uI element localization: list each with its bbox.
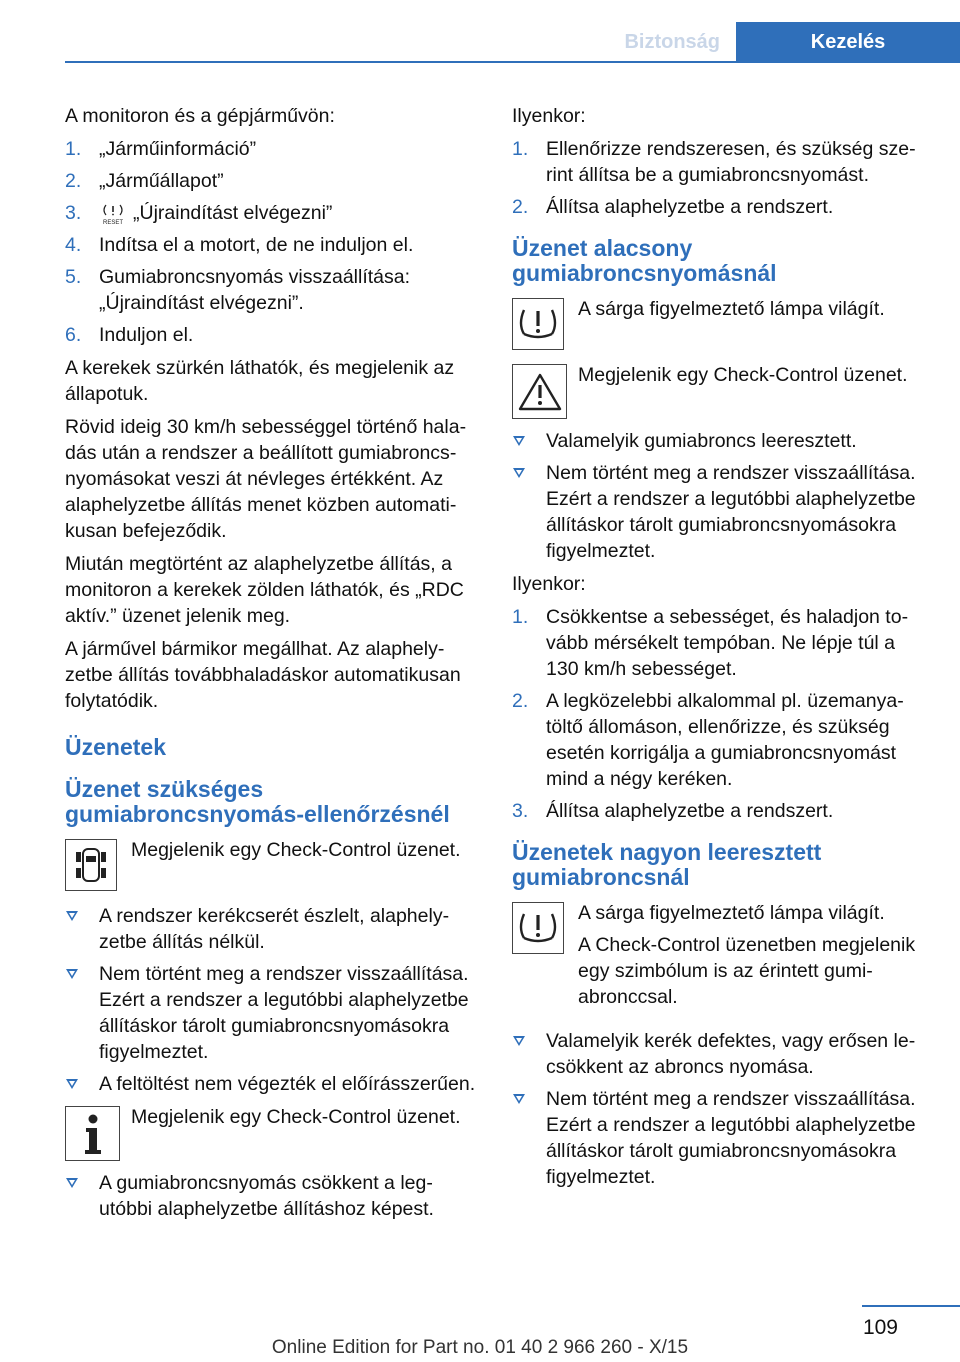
- paragraph: A kerekek szürkén láthatók, és megjelenik az állapotuk.: [65, 357, 455, 405]
- list-item: [65, 322, 477, 348]
- list-item: [512, 688, 924, 792]
- paragraph: Miután megtörtént az alaphelyzetbe állítás, a monitoron a kerekek zölden láthatók, és „RDC aktív.” üzenet jelenik meg.: [65, 553, 464, 627]
- step-number: 2.: [512, 690, 529, 712]
- step-number: 1.: [512, 606, 529, 628]
- step-number: 3.: [65, 202, 82, 224]
- steps-list: [65, 136, 477, 348]
- bullet-triangle-icon: [513, 1036, 525, 1046]
- bullet-text: Valamelyik gumiabroncs leeresztett.: [546, 430, 857, 452]
- step-text: Indítsa el a motort, de ne induljon el.: [99, 234, 414, 256]
- bullet-text: A feltöltést nem végezték el előírásszerűen.: [99, 1073, 476, 1095]
- page-number: 109: [862, 1316, 898, 1339]
- tab-kezeles[interactable]: Kezelés: [736, 22, 960, 62]
- footer-edition: Online Edition for Part no. 01 40 2 966 260 - X/15: [271, 1337, 689, 1358]
- reset-icon-label: RESET: [102, 219, 124, 225]
- header-tabs: [624, 22, 960, 62]
- step-number: 1.: [65, 138, 82, 160]
- paragraph: A járművel bármikor megállhat. Az alaphelyzetbe állítás továbbhaladáskor automatikusan folytatódik.: [65, 638, 461, 712]
- step-number: 3.: [512, 800, 529, 822]
- bullet-triangle-icon: [513, 436, 525, 446]
- list-item: [65, 903, 477, 955]
- bullet-text: Nem történt meg a rendszer visszaállítása. Ezért a rendszer a legutóbbi alaphelyzetbe állításkor tárolt gumiabroncsnyomásokra figyelmeztet.: [546, 1088, 916, 1188]
- bullet-list: [65, 1170, 477, 1222]
- step-text: Induljon el.: [99, 324, 194, 346]
- header-rule: [65, 61, 960, 63]
- step-text: „Újraindítást elvégezni”: [133, 202, 333, 224]
- steps-list: [512, 604, 924, 824]
- paragraph: Ilyenkor:: [512, 105, 586, 127]
- bullet-text: A gumiabroncsnyomás csökkent a legutóbbi alaphelyzetbe állításhoz képest.: [99, 1172, 434, 1220]
- info-icon: [65, 1106, 120, 1161]
- list-item: [512, 460, 924, 564]
- tire-warning-icon: [512, 298, 564, 350]
- bullet-triangle-icon: [513, 1094, 525, 1104]
- warning-triangle-icon: [512, 364, 567, 419]
- list-item: [512, 798, 924, 824]
- list-item: [512, 1028, 924, 1080]
- list-item: [65, 1071, 477, 1097]
- list-item: [512, 194, 924, 220]
- step-text: A legközelebbi alkalommal pl. üzemanyatöltő állomáson, ellenőrizze, és szükség esetén korrigálja a gumiabroncsnyomást mind a négy keréken.: [546, 690, 904, 790]
- steps-list: [512, 136, 924, 220]
- intro-text: A monitoron és a gépjárművön:: [65, 105, 335, 127]
- bullet-text: Nem történt meg a rendszer visszaállítása. Ezért a rendszer a legutóbbi alaphelyzetbe állításkor tárolt gumiabroncsnyomásokra figyelmeztet.: [546, 462, 916, 562]
- cc-message: Megjelenik egy Check-Control üzenet.: [131, 1106, 461, 1128]
- step-number: 6.: [65, 324, 82, 346]
- step-text: „Járműállapot”: [99, 170, 224, 192]
- list-item: [65, 136, 477, 162]
- lamp-text-detail: A Check-Control üzenetben megjelenik egy szimbólum is az érintett gumiabronccsal.: [578, 934, 916, 1008]
- step-text: Állítsa alaphelyzetbe a rendszert.: [546, 800, 834, 822]
- reset-warning-icon: [99, 203, 127, 225]
- tire-warning-icon: [512, 902, 564, 954]
- tab-biztonsag[interactable]: Biztonság: [624, 31, 720, 53]
- check-control-row: [65, 837, 477, 893]
- list-item: [512, 604, 924, 682]
- bullet-list: [512, 1028, 924, 1190]
- subsection-heading: Üzenet alacsony gumiabroncsnyomásnál: [512, 235, 777, 286]
- bullet-triangle-icon: [513, 468, 525, 478]
- list-item: [65, 200, 477, 226]
- right-column: [512, 103, 924, 1197]
- list-item: [512, 1086, 924, 1190]
- subsection-heading: Üzenetek nagyon leeresztett gumiabroncsnál: [512, 839, 822, 890]
- bullet-list: [65, 903, 477, 1097]
- warning-lamp-row: [512, 296, 924, 352]
- step-text: Állítsa alaphelyzetbe a rendszert.: [546, 196, 834, 218]
- cc-message: Megjelenik egy Check-Control üzenet.: [578, 364, 908, 386]
- bullet-triangle-icon: [66, 969, 78, 979]
- lamp-text: A sárga figyelmeztető lámpa világít.: [578, 298, 885, 320]
- bullet-triangle-icon: [66, 1178, 78, 1188]
- bullet-triangle-icon: [66, 911, 78, 921]
- step-text: Gumiabroncsnyomás visszaállítása: „Újraindítást elvégezni”.: [99, 266, 411, 314]
- list-item: [65, 1170, 477, 1222]
- subsection-heading: Üzenet szükséges gumiabroncsnyomás-ellenőrzésnél: [65, 776, 450, 827]
- warning-lamp-row: [512, 900, 924, 1010]
- bullet-list: [512, 428, 924, 564]
- step-number: 5.: [65, 266, 82, 288]
- cc-message: Megjelenik egy Check-Control üzenet.: [131, 839, 461, 861]
- list-item: [65, 264, 477, 316]
- bullet-text: A rendszer kerékcserét észlelt, alaphelyzetbe állítás nélkül.: [99, 905, 450, 953]
- list-item: [65, 232, 477, 258]
- check-control-row: [65, 1104, 477, 1160]
- step-number: 2.: [512, 196, 529, 218]
- list-item: [512, 136, 924, 188]
- list-item: [65, 168, 477, 194]
- check-control-row: [512, 362, 924, 418]
- paragraph: Rövid ideig 30 km/h sebességgel történő haladás után a rendszer a beállított gumiabroncsnyomásokat veszi át névleges értékként. Az alaphelyzetbe állítás menet közben automatikusan befejeződik.: [65, 416, 467, 542]
- list-item: [512, 428, 924, 454]
- step-number: 2.: [65, 170, 82, 192]
- step-text: Ellenőrizze rendszeresen, és szükség szerint állítsa be a gumiabroncsnyomást.: [546, 138, 916, 186]
- footer-rule: [862, 1305, 960, 1307]
- paragraph: Ilyenkor:: [512, 573, 586, 595]
- step-number: 4.: [65, 234, 82, 256]
- left-column: [65, 103, 477, 1229]
- lamp-text: A sárga figyelmeztető lámpa világít.: [578, 902, 885, 924]
- step-text: „Járműinformáció”: [99, 138, 257, 160]
- list-item: [65, 961, 477, 1065]
- step-number: 1.: [512, 138, 529, 160]
- step-text: Csökkentse a sebességet, és haladjon tovább mérsékelt tempóban. Ne lépje túl a 130 km/h sebességet.: [546, 606, 909, 680]
- bullet-text: Valamelyik kerék defektes, vagy erősen lecsökkent az abroncs nyomása.: [546, 1030, 916, 1078]
- tire-pressure-car-icon: [65, 839, 117, 891]
- bullet-triangle-icon: [66, 1079, 78, 1089]
- bullet-text: Nem történt meg a rendszer visszaállítása. Ezért a rendszer a legutóbbi alaphelyzetbe állításkor tárolt gumiabroncsnyomásokra figyelmeztet.: [99, 963, 469, 1063]
- section-heading: Üzenetek: [65, 734, 166, 760]
